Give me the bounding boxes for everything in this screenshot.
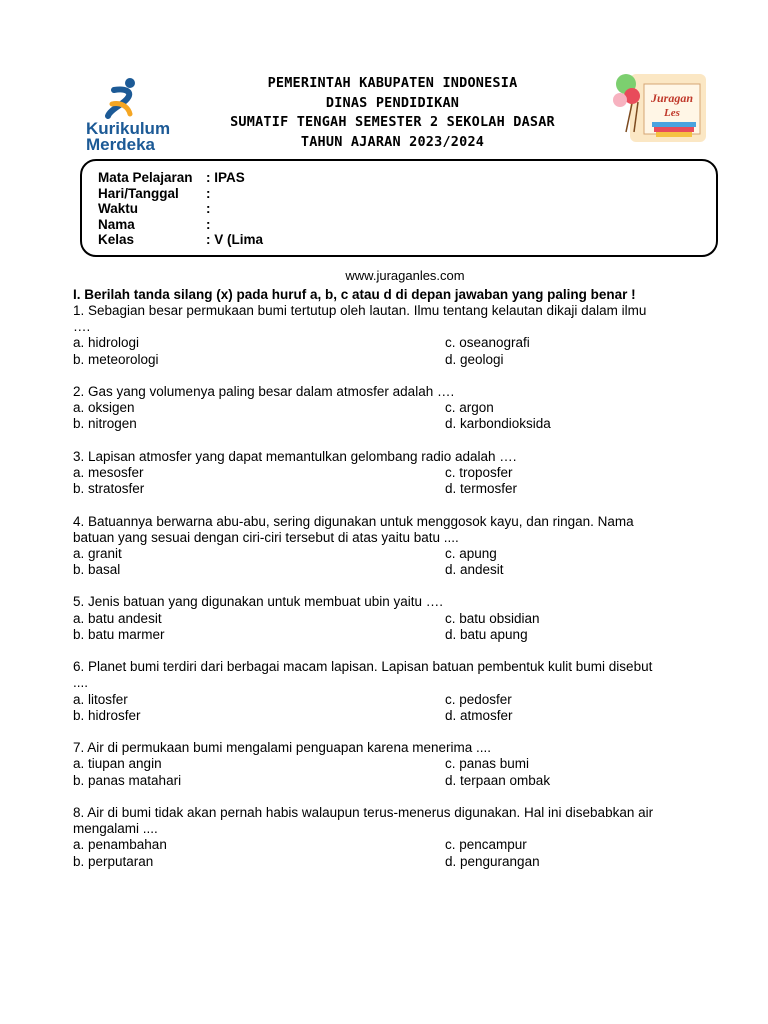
option-a: a. penambahan [73, 837, 167, 853]
header-line-1: PEMERINTAH KABUPATEN INDONESIA [267, 75, 518, 91]
question-text: 4. Batuannya berwarna abu-abu, sering digunakan untuk menggosok kayu, dan ringan. Nama batuan yang sesuai dengan ciri-ciri tersebut di atas yaitu batu .... [73, 513, 634, 545]
question-item [73, 303, 713, 368]
option-d: d. termosfer [445, 481, 518, 497]
option-b: b. nitrogen [73, 416, 137, 432]
section-instructions: I. Berilah tanda silang (x) pada huruf a, b, c atau d di depan jawaban yang paling benar ! [73, 287, 636, 302]
option-b: b. basal [73, 562, 121, 578]
option-d: d. atmosfer [445, 707, 513, 723]
question-item [73, 659, 713, 724]
question-list [73, 303, 713, 886]
info-value: : [206, 201, 211, 216]
info-label: Nama [98, 216, 135, 232]
option-c: c. troposfer [445, 464, 513, 480]
option-row [73, 692, 713, 708]
question-text: 3. Lapisan atmosfer yang dapat memantulkan gelombang radio adalah …. [73, 448, 517, 464]
info-value: : [206, 216, 211, 232]
option-c: c. batu obsidian [445, 610, 540, 626]
option-c: c. pencampur [445, 837, 527, 853]
option-row [73, 481, 713, 497]
les-text: Les [664, 107, 680, 119]
option-d: d. andesit [445, 562, 504, 578]
option-a: a. granit [73, 545, 122, 561]
header-title [170, 74, 615, 152]
option-b: b. perputaran [73, 853, 154, 869]
juragan-text: Juragan [650, 91, 694, 105]
option-row [73, 773, 713, 789]
option-c: c. oseanografi [445, 335, 530, 351]
option-d: d. terpaan ombak [445, 772, 551, 788]
option-d: d. pengurangan [445, 853, 540, 869]
option-row [73, 416, 713, 432]
option-row [73, 708, 713, 724]
question-item [73, 594, 713, 643]
kurikulum-merdeka-wordmark [86, 121, 170, 153]
kurikulum-merdeka-emblem-icon [86, 76, 146, 120]
option-row [73, 546, 713, 562]
option-row [73, 335, 713, 351]
option-b: b. stratosfer [73, 481, 145, 497]
question-item [73, 449, 713, 498]
question-item [73, 384, 713, 433]
logo-line-1: Kurikulum [86, 119, 171, 138]
option-b: b. meteorologi [73, 351, 159, 367]
info-label: Waktu [98, 201, 138, 216]
info-value: : V (Lima [206, 232, 264, 247]
option-a: a. oksigen [73, 400, 135, 416]
option-d: d. geologi [445, 351, 504, 367]
option-row [73, 465, 713, 481]
option-row [73, 627, 713, 643]
option-a: a. hidrologi [73, 335, 140, 351]
question-item [73, 740, 713, 789]
info-label: Kelas [98, 232, 135, 247]
question-text: 2. Gas yang volumenya paling besar dalam atmosfer adalah …. [73, 383, 455, 399]
info-label: Mata Pelajaran [98, 170, 193, 185]
question-text: 1. Sebagian besar permukaan bumi tertutup oleh lautan. Ilmu tentang kelautan dikaji dalam ilmu …. [73, 303, 647, 335]
option-row [73, 562, 713, 578]
question-text: 5. Jenis batuan yang digunakan untuk membuat ubin yaitu …. [73, 594, 443, 610]
question-text: 7. Air di permukaan bumi mengalami penguapan karena menerima .... [73, 740, 491, 756]
option-d: d. karbondioksida [445, 416, 551, 432]
option-row [73, 352, 713, 368]
option-row [73, 837, 713, 853]
logo-line-2: Merdeka [86, 135, 155, 154]
option-row [73, 756, 713, 772]
juragan-les-logo [612, 70, 708, 146]
option-a: a. mesosfer [73, 464, 144, 480]
website-url: www.juraganles.com [345, 268, 465, 283]
info-value: : [206, 185, 211, 201]
option-a: a. tiupan angin [73, 756, 162, 772]
option-row [73, 400, 713, 416]
option-c: c. apung [445, 545, 497, 561]
info-value: : IPAS [206, 170, 245, 185]
option-a: a. litosfer [73, 691, 128, 707]
info-label: Hari/Tanggal [98, 185, 179, 201]
header-line-2: DINAS PENDIDIKAN [325, 94, 460, 111]
option-b: b. batu marmer [73, 626, 165, 642]
option-c: c. argon [445, 400, 494, 416]
option-a: a. batu andesit [73, 610, 162, 626]
option-row [73, 854, 713, 870]
question-item [73, 805, 713, 870]
question-text: 8. Air di bumi tidak akan pernah habis walaupun terus-menerus digunakan. Hal ini disebabkan air mengalami .... [73, 804, 654, 837]
header-line-3: SUMATIF TENGAH SEMESTER 2 SEKOLAH DASAR [230, 114, 555, 130]
juragan-les-emblem-icon [612, 70, 708, 146]
header-line-4: TAHUN AJARAN 2023/2024 [300, 133, 485, 150]
option-row [73, 611, 713, 627]
option-b: b. hidrosfer [73, 707, 141, 723]
option-c: c. panas bumi [445, 756, 530, 772]
option-d: d. batu apung [445, 626, 528, 642]
option-c: c. pedosfer [445, 691, 512, 707]
question-item [73, 514, 713, 579]
question-text: 6. Planet bumi terdiri dari berbagai macam lapisan. Lapisan batuan pembentuk kulit bumi disebut .... [73, 659, 653, 691]
option-b: b. panas matahari [73, 772, 182, 788]
